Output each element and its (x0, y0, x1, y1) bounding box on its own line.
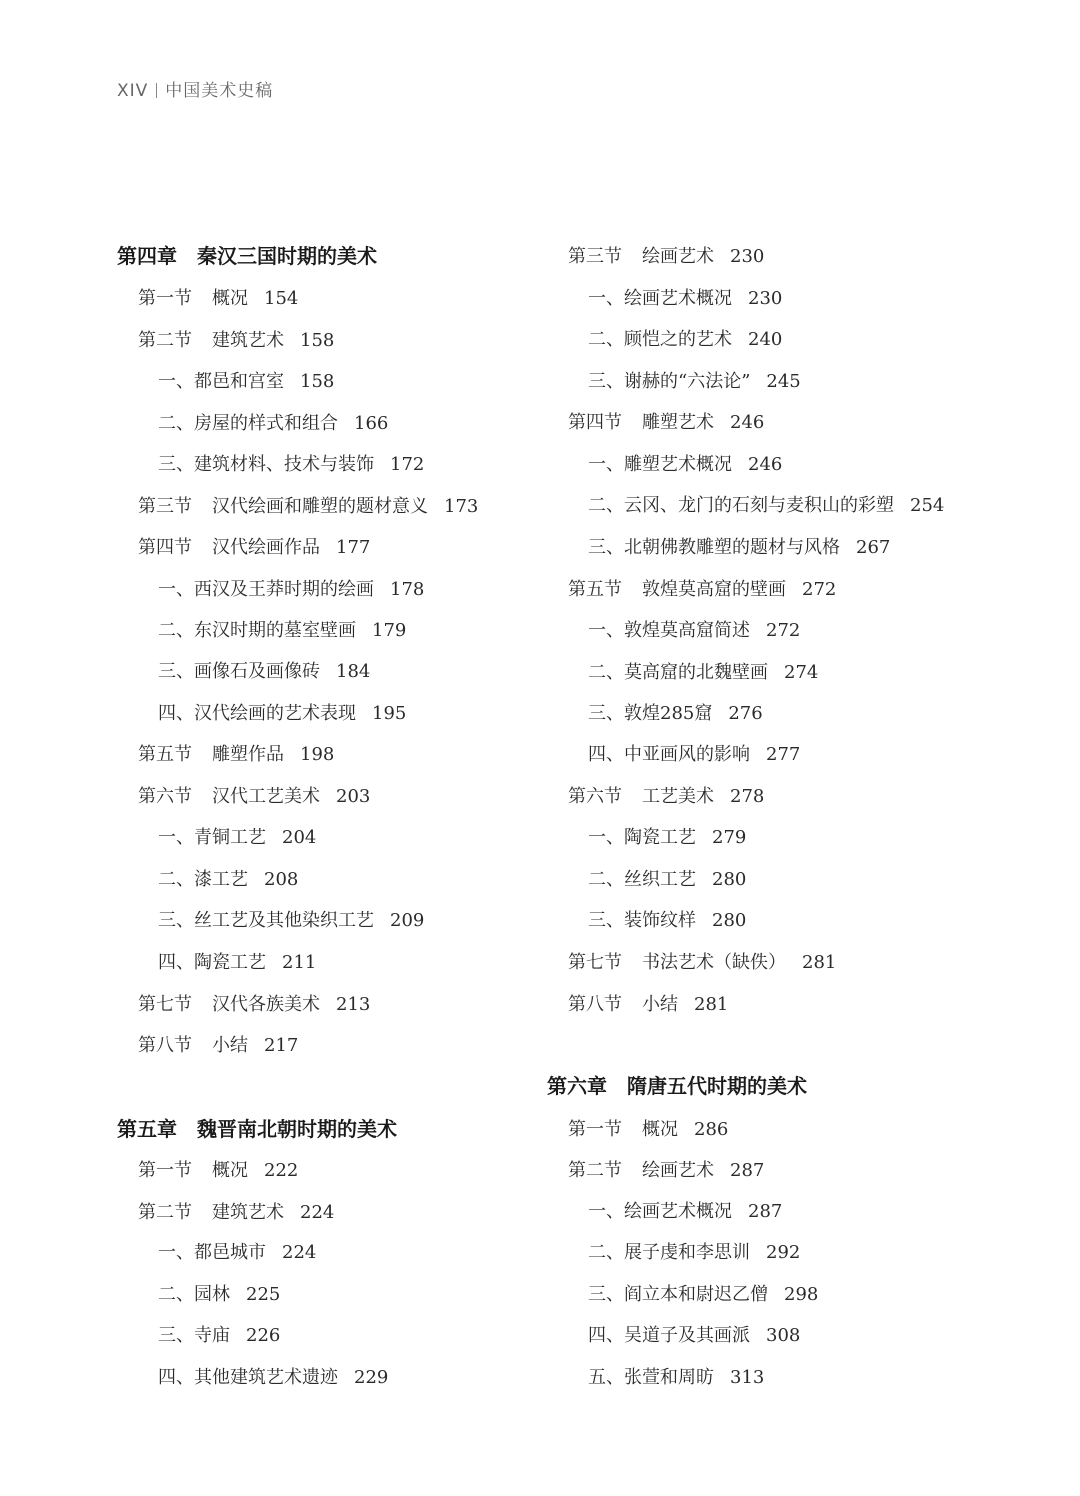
item-title: 一、敦煌莫高窟简述 (588, 620, 750, 641)
section-number: 第七节 (568, 952, 622, 973)
section-title: 汉代各族美术 (212, 994, 320, 1015)
toc-item (588, 370, 801, 394)
page-ref: 195 (372, 703, 407, 724)
toc-item (158, 453, 424, 477)
item-title: 三、寺庙 (158, 1325, 230, 1346)
page-ref: 154 (264, 288, 299, 309)
page-ref: 178 (390, 579, 425, 600)
toc-item (588, 1324, 800, 1348)
chapter-title: 秦汉三国时期的美术 (197, 244, 377, 268)
page-ref: 280 (712, 869, 747, 890)
section-number: 第五节 (138, 744, 192, 765)
section-number: 第三节 (568, 246, 622, 267)
toc-section (138, 785, 370, 809)
toc-chapter (117, 1117, 397, 1141)
toc-item (588, 494, 944, 518)
chapter-title: 魏晋南北朝时期的美术 (197, 1117, 397, 1141)
item-title: 一、都邑城市 (158, 1242, 266, 1263)
toc-section (138, 495, 478, 519)
page-ref: 254 (910, 495, 945, 516)
toc-section (568, 578, 836, 602)
page-ref: 230 (748, 288, 783, 309)
section-title: 雕塑艺术 (642, 412, 714, 433)
toc-item (588, 1366, 764, 1390)
toc-item (588, 909, 746, 933)
chapter-number: 第六章 (547, 1074, 607, 1098)
section-title: 概况 (212, 1160, 248, 1181)
section-title: 敦煌莫高窟的壁画 (642, 579, 786, 600)
page-ref: 211 (282, 952, 317, 973)
section-number: 第一节 (568, 1119, 622, 1140)
page-ref: 276 (728, 703, 763, 724)
toc-section (138, 536, 370, 560)
toc-chapter (117, 244, 377, 268)
item-title: 二、云冈、龙门的石刻与麦积山的彩塑 (588, 495, 894, 516)
item-title: 一、青铜工艺 (158, 827, 266, 848)
item-title: 一、绘画艺术概况 (588, 288, 732, 309)
section-title: 建筑艺术 (212, 330, 284, 351)
running-head (117, 76, 273, 101)
page-ref: 272 (766, 620, 801, 641)
item-title: 三、装饰纹样 (588, 910, 696, 931)
toc-item (158, 578, 424, 602)
toc-item (588, 826, 746, 850)
item-title: 一、雕塑艺术概况 (588, 454, 732, 475)
toc-item (588, 453, 782, 477)
toc-item (158, 1366, 388, 1390)
chapter-title: 隋唐五代时期的美术 (627, 1074, 807, 1098)
item-title: 四、汉代绘画的艺术表现 (158, 703, 356, 724)
toc-item (158, 1283, 280, 1307)
item-title: 五、张萱和周昉 (588, 1367, 714, 1388)
page-ref: 287 (748, 1201, 783, 1222)
toc-section (138, 1201, 334, 1225)
item-title: 一、陶瓷工艺 (588, 827, 696, 848)
section-title: 汉代绘画作品 (212, 537, 320, 558)
page-ref: 267 (856, 537, 891, 558)
section-title: 工艺美术 (642, 786, 714, 807)
section-title: 雕塑作品 (212, 744, 284, 765)
item-title: 二、东汉时期的墓室壁画 (158, 620, 356, 641)
book-title: 中国美术史稿 (165, 81, 274, 101)
item-title: 一、绘画艺术概况 (588, 1201, 732, 1222)
item-title: 二、展子虔和李思训 (588, 1242, 750, 1263)
page-ref: 217 (264, 1035, 299, 1056)
page-ref: 224 (300, 1202, 335, 1223)
toc-section (568, 993, 728, 1017)
page-ref: 278 (730, 786, 765, 807)
section-number: 第四节 (138, 537, 192, 558)
toc-section (568, 951, 836, 975)
section-number: 第五节 (568, 579, 622, 600)
item-title: 三、阎立本和尉迟乙僧 (588, 1284, 768, 1305)
section-title: 建筑艺术 (212, 1202, 284, 1223)
section-title: 书法艺术（缺佚） (642, 952, 786, 973)
page-ref: 279 (712, 827, 747, 848)
item-title: 四、其他建筑艺术遗迹 (158, 1367, 338, 1388)
page-ref: 224 (282, 1242, 317, 1263)
page-ref: 313 (730, 1367, 765, 1388)
page-ref: 277 (766, 744, 801, 765)
section-title: 小结 (212, 1035, 248, 1056)
item-title: 二、丝织工艺 (588, 869, 696, 890)
divider (156, 83, 157, 98)
page-ref: 225 (246, 1284, 281, 1305)
page-ref: 287 (730, 1160, 765, 1181)
item-title: 三、建筑材料、技术与装饰 (158, 454, 374, 475)
page-ref: 298 (784, 1284, 819, 1305)
toc-item (158, 1324, 280, 1348)
section-number: 第七节 (138, 994, 192, 1015)
toc-section (138, 287, 298, 311)
page-ref: 245 (766, 371, 801, 392)
toc-item (158, 1241, 316, 1265)
toc-item (158, 826, 316, 850)
item-title: 二、莫高窟的北魏壁画 (588, 662, 768, 683)
page-ref: 158 (300, 330, 335, 351)
chapter-number: 第四章 (117, 244, 177, 268)
page-ref: 246 (748, 454, 783, 475)
page-ref: 177 (336, 537, 371, 558)
toc-item (588, 1283, 818, 1307)
item-title: 二、房屋的样式和组合 (158, 413, 338, 434)
section-title: 汉代绘画和雕塑的题材意义 (212, 496, 428, 517)
toc-item (158, 660, 370, 684)
toc-section (568, 785, 764, 809)
page-ref: 272 (802, 579, 837, 600)
section-number: 第四节 (568, 412, 622, 433)
page-ref: 281 (802, 952, 837, 973)
toc-section (138, 329, 334, 353)
toc-item (158, 370, 334, 394)
page-ref: 203 (336, 786, 371, 807)
toc-item (588, 743, 800, 767)
page-ref: 179 (372, 620, 407, 641)
page-ref: 222 (264, 1160, 299, 1181)
page-ref: 229 (354, 1367, 389, 1388)
section-number: 第六节 (568, 786, 622, 807)
page-ref: 281 (694, 994, 729, 1015)
section-number: 第六节 (138, 786, 192, 807)
toc-section (138, 1034, 298, 1058)
section-number: 第八节 (138, 1035, 192, 1056)
chapter-number: 第五章 (117, 1117, 177, 1141)
page-ref: 158 (300, 371, 335, 392)
toc-section (568, 1159, 764, 1183)
page-ref: 172 (390, 454, 425, 475)
item-title: 三、北朝佛教雕塑的题材与风格 (588, 537, 840, 558)
item-title: 四、吴道子及其画派 (588, 1325, 750, 1346)
toc-section (138, 993, 370, 1017)
toc-item (588, 661, 818, 685)
item-title: 三、敦煌285窟 (588, 703, 713, 724)
item-title: 二、漆工艺 (158, 869, 248, 890)
toc-section (568, 1118, 728, 1142)
toc-section (138, 743, 334, 767)
toc-chapter (547, 1074, 807, 1098)
page-ref: 286 (694, 1119, 729, 1140)
page-ref: 213 (336, 994, 371, 1015)
page-ref: 198 (300, 744, 335, 765)
section-number: 第一节 (138, 1160, 192, 1181)
section-title: 概况 (212, 288, 248, 309)
toc-item (588, 1200, 782, 1224)
page-ref: 230 (730, 246, 765, 267)
toc-section (568, 411, 764, 435)
page-ref: 166 (354, 413, 389, 434)
item-title: 一、西汉及王莽时期的绘画 (158, 579, 374, 600)
toc-item (588, 536, 890, 560)
section-number: 第二节 (138, 1202, 192, 1223)
page-ref: 209 (390, 910, 425, 931)
page-ref: 308 (766, 1325, 801, 1346)
section-title: 汉代工艺美术 (212, 786, 320, 807)
section-number: 第八节 (568, 994, 622, 1015)
toc-item (158, 909, 424, 933)
page-ref: 292 (766, 1242, 801, 1263)
toc-section (568, 245, 764, 269)
section-number: 第三节 (138, 496, 192, 517)
item-title: 三、丝工艺及其他染织工艺 (158, 910, 374, 931)
section-title: 绘画艺术 (642, 246, 714, 267)
toc-section (138, 1159, 298, 1183)
toc-item (588, 328, 782, 352)
page-ref: 246 (730, 412, 765, 433)
toc-item (158, 412, 388, 436)
section-number: 第二节 (138, 330, 192, 351)
item-title: 三、画像石及画像砖 (158, 661, 320, 682)
item-title: 四、中亚画风的影响 (588, 744, 750, 765)
page-ref: 184 (336, 661, 371, 682)
toc-item (158, 951, 316, 975)
page-ref: 226 (246, 1325, 281, 1346)
item-title: 三、谢赫的“六法论” (588, 371, 751, 392)
page-ref: 280 (712, 910, 747, 931)
toc-item (588, 702, 763, 726)
toc-item (158, 702, 406, 726)
item-title: 二、顾恺之的艺术 (588, 329, 732, 350)
section-number: 第二节 (568, 1160, 622, 1181)
toc-item (588, 1241, 800, 1265)
item-title: 二、园林 (158, 1284, 230, 1305)
page-number: XIV (117, 81, 149, 101)
page-ref: 173 (444, 496, 479, 517)
page-ref: 274 (784, 662, 819, 683)
page-ref: 240 (748, 329, 783, 350)
toc-item (158, 619, 406, 643)
section-title: 绘画艺术 (642, 1160, 714, 1181)
section-title: 概况 (642, 1119, 678, 1140)
page-ref: 204 (282, 827, 317, 848)
item-title: 一、都邑和宫室 (158, 371, 284, 392)
section-number: 第一节 (138, 288, 192, 309)
toc-item (588, 287, 782, 311)
section-title: 小结 (642, 994, 678, 1015)
toc-item (588, 619, 800, 643)
page-ref: 208 (264, 869, 299, 890)
item-title: 四、陶瓷工艺 (158, 952, 266, 973)
toc-item (588, 868, 746, 892)
toc-item (158, 868, 298, 892)
